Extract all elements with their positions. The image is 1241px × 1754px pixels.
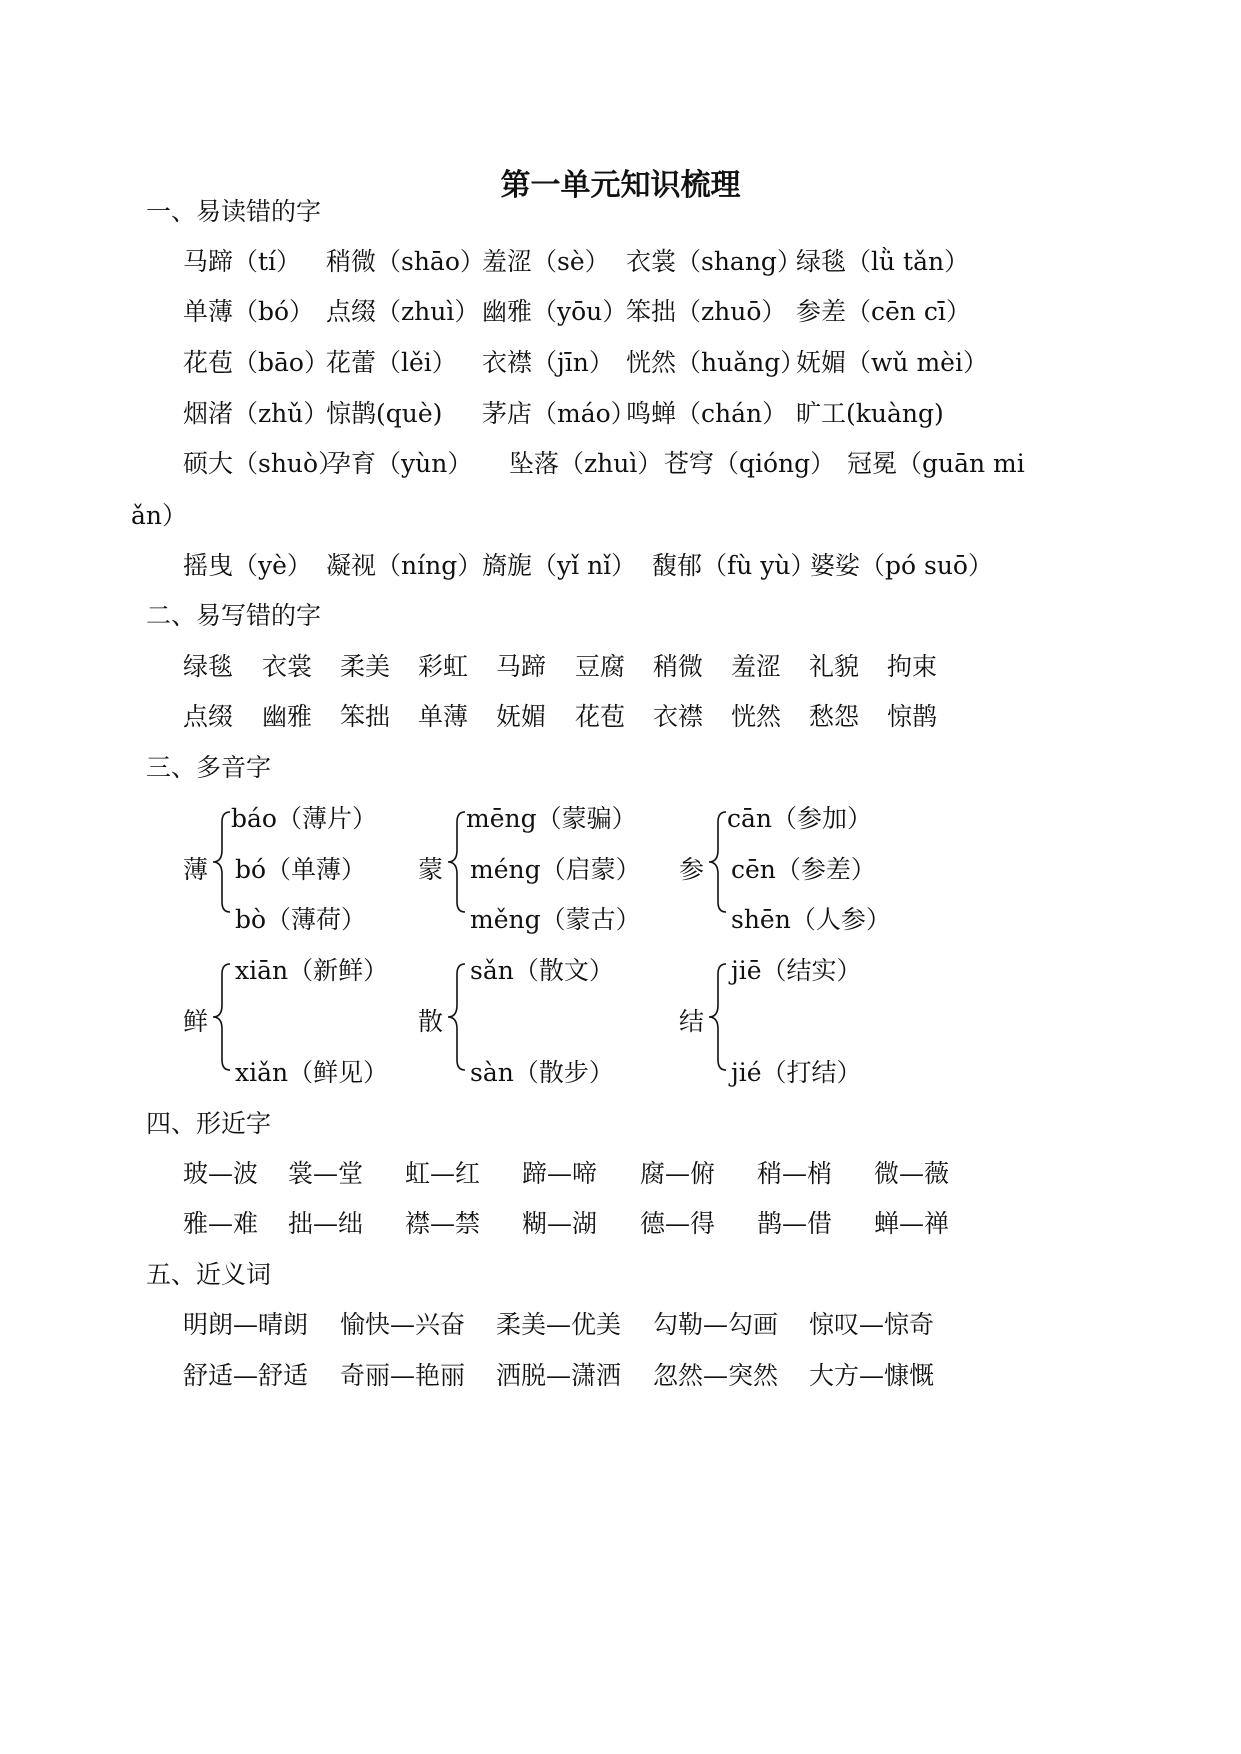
list-item: 彩虹 (418, 652, 469, 681)
polyphone-reading: sǎn（散文） (470, 956, 614, 985)
list-item: 微—薇 (874, 1159, 950, 1188)
list-item: 幽雅（yōu） (482, 297, 628, 326)
list-item: 笨拙 (340, 702, 391, 731)
list-item: 恍然（huǎng） (626, 348, 806, 377)
list-item: ǎn） (131, 501, 188, 530)
section-heading-4: 四、形近字 (146, 1109, 272, 1138)
brace-icon (210, 962, 232, 1072)
list-item: 花苞（bāo） (183, 348, 329, 377)
list-item: 硕大（shuò） (183, 449, 344, 478)
list-item: 舒适—舒适 (183, 1361, 309, 1390)
list-item: 洒脱—潇洒 (496, 1361, 622, 1390)
list-item: 裳—堂 (288, 1159, 364, 1188)
list-item: 羞涩（sè） (482, 247, 610, 276)
brace-icon (445, 810, 467, 914)
polyphone-reading: měng（蒙古） (470, 905, 641, 934)
polyphone-reading: cēn（参差） (731, 855, 876, 884)
polyphone-reading: jié（打结） (731, 1058, 862, 1087)
polyphone-char: 鲜 (183, 1007, 209, 1036)
list-item: 稍—梢 (757, 1159, 833, 1188)
polyphone-char: 蒙 (418, 855, 444, 884)
list-item: 单薄（bó） (183, 297, 315, 326)
list-item: 花苞 (575, 702, 626, 731)
brace-icon (210, 810, 232, 914)
list-item: 茅店（máo） (482, 399, 636, 428)
list-item: 愉快—兴奋 (340, 1310, 466, 1339)
page-title: 第一单元知识梳理 (500, 168, 741, 203)
brace-icon (706, 962, 728, 1072)
list-item: 勾勒—勾画 (653, 1310, 779, 1339)
list-item: 鸣蝉（chán） (626, 399, 788, 428)
list-item: 衣裳（shang） (626, 247, 802, 276)
polyphone-reading: xiǎn（鲜见） (235, 1058, 389, 1087)
list-item: 奇丽—艳丽 (340, 1361, 466, 1390)
list-item: 大方—慷慨 (809, 1361, 935, 1390)
list-item: 摇曳（yè） (183, 551, 312, 580)
polyphone-char: 结 (679, 1007, 705, 1036)
list-item: 旷工(kuàng) (796, 399, 944, 428)
list-item: 妩媚 (496, 702, 547, 731)
list-item: 德—得 (640, 1209, 716, 1238)
list-item: 虹—红 (405, 1159, 481, 1188)
list-item: 绿毯（lǜ tǎn） (796, 247, 970, 276)
list-item: 明朗—晴朗 (183, 1310, 309, 1339)
list-item: 襟—禁 (405, 1209, 481, 1238)
list-item: 孕育（yùn） (326, 449, 473, 478)
polyphone-char: 参 (679, 855, 705, 884)
list-item: 凝视（níng） (326, 551, 483, 580)
list-item: 恍然 (731, 702, 782, 731)
polyphone-reading: méng（启蒙） (470, 855, 641, 884)
list-item: 冠冕（guān mi (847, 449, 1025, 478)
list-item: 衣裳 (262, 652, 313, 681)
section-heading-5: 五、近义词 (146, 1260, 272, 1289)
polyphone-reading: mēng（蒙骗） (466, 804, 637, 833)
list-item: 绿毯 (183, 652, 234, 681)
list-item: 笨拙（zhuō） (626, 297, 787, 326)
list-item: 马蹄（tí） (183, 247, 302, 276)
polyphone-reading: bó（单薄） (235, 855, 367, 884)
list-item: 点缀（zhuì） (326, 297, 480, 326)
polyphone-char: 薄 (183, 855, 209, 884)
list-item: 柔美—优美 (496, 1310, 622, 1339)
list-item: 衣襟 (653, 702, 704, 731)
list-item: 羞涩 (731, 652, 782, 681)
list-item: 拙—绌 (288, 1209, 364, 1238)
list-item: 婆娑（pó suō） (810, 551, 993, 580)
polyphone-char: 散 (418, 1007, 444, 1036)
list-item: 幽雅 (262, 702, 313, 731)
list-item: 衣襟（jīn） (482, 348, 614, 377)
list-item: 妩媚（wǔ mèi） (796, 348, 988, 377)
list-item: 鹊—借 (757, 1209, 833, 1238)
list-item: 马蹄 (496, 652, 547, 681)
brace-icon (706, 810, 728, 914)
polyphone-reading: cān（参加） (727, 804, 873, 833)
brace-icon (445, 962, 467, 1072)
section-heading-3: 三、多音字 (146, 753, 272, 782)
list-item: 愁怨 (809, 702, 860, 731)
polyphone-reading: xiān（新鲜） (235, 956, 389, 985)
list-item: 礼貌 (809, 652, 860, 681)
list-item: 拘束 (887, 652, 938, 681)
list-item: 花蕾（lěi） (326, 348, 457, 377)
list-item: 单薄 (418, 702, 469, 731)
polyphone-reading: shēn（人参） (731, 905, 891, 934)
list-item: 忽然—突然 (653, 1361, 779, 1390)
list-item: 蹄—啼 (522, 1159, 598, 1188)
polyphone-reading: sàn（散步） (470, 1058, 614, 1087)
list-item: 苍穹（qióng） (664, 449, 836, 478)
list-item: 柔美 (340, 652, 391, 681)
list-item: 惊鹊 (887, 702, 938, 731)
section-heading-1: 一、易读错的字 (146, 197, 322, 226)
list-item: 稍微 (653, 652, 704, 681)
list-item: 雅—难 (183, 1209, 259, 1238)
list-item: 惊叹—惊奇 (809, 1310, 935, 1339)
list-item: 豆腐 (575, 652, 626, 681)
list-item: 腐—俯 (640, 1159, 716, 1188)
list-item: 参差（cēn cī） (796, 297, 971, 326)
list-item: 蝉—禅 (874, 1209, 950, 1238)
polyphone-reading: báo（薄片） (231, 804, 377, 833)
list-item: 糊—湖 (522, 1209, 598, 1238)
list-item: 坠落（zhuì） (509, 449, 663, 478)
list-item: 玻—波 (183, 1159, 259, 1188)
section-heading-2: 二、易写错的字 (146, 601, 322, 630)
list-item: 惊鹊(què) (326, 399, 443, 428)
polyphone-reading: jiē（结实） (731, 956, 862, 985)
list-item: 烟渚（zhǔ） (183, 399, 329, 428)
polyphone-reading: bò（薄荷） (235, 905, 367, 934)
list-item: 点缀 (183, 702, 234, 731)
list-item: 旖旎（yǐ nǐ） (482, 551, 637, 580)
list-item: 稍微（shāo） (326, 247, 485, 276)
list-item: 馥郁（fù yù） (652, 551, 816, 580)
